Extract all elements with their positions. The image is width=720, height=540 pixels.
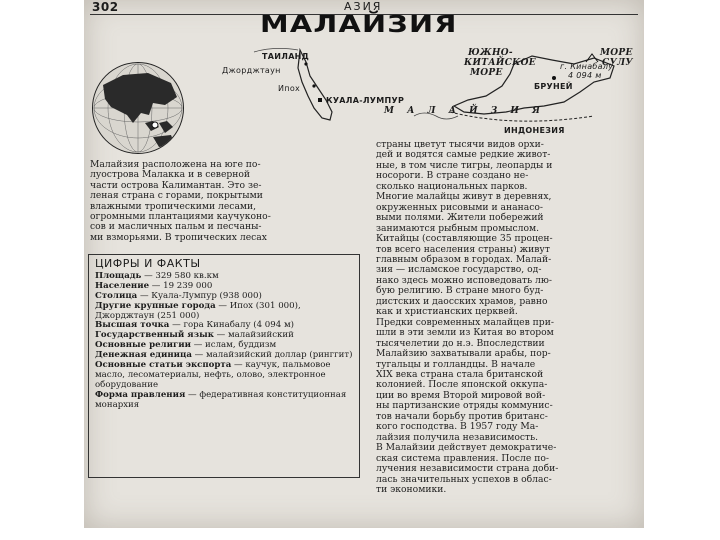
country-title: МАЛАЙЗИЯ xyxy=(260,12,458,38)
fact-label: Столица xyxy=(95,290,138,301)
fact-label: Высшая точка xyxy=(95,320,170,331)
text-line: бую религию. В стране много буд- xyxy=(376,285,544,297)
fact-value: — Ипох (301 000), Джорджтаун (251 000) xyxy=(95,300,301,321)
intro-line: ми взморьями. В тропических лесах xyxy=(90,231,267,243)
fact-label: Площадь xyxy=(95,270,142,281)
fact-label: Другие крупные города xyxy=(95,300,216,311)
fact-value: — малайзийский xyxy=(213,330,294,341)
text-line: ции во время Второй мировой вой- xyxy=(376,389,546,401)
text-line: тов всего населения страны) живут xyxy=(376,243,550,255)
intro-text xyxy=(90,160,360,243)
fact-value: — федеративная конституционная монархия xyxy=(95,389,347,410)
intro-line: луострова Малакка и в северной xyxy=(90,169,251,181)
text-line: главным образом в городах. Малай- xyxy=(376,253,552,265)
fact-value: — 329 580 кв.км xyxy=(141,270,219,281)
fact-government xyxy=(95,391,353,411)
page-number: 302 xyxy=(92,0,119,14)
text-line: Предки современных малайцев при- xyxy=(376,316,554,328)
text-line: тов начали борьбу против британс- xyxy=(376,410,548,422)
map-label-south-china-sea-1: ЮЖНО- xyxy=(468,48,513,58)
text-line: XIX века страна стала британской xyxy=(376,368,544,380)
text-line: страны цветут тысячи видов орхи- xyxy=(376,139,544,150)
fact-label: Население xyxy=(95,280,150,291)
intro-line: влажными тропическими лесами, xyxy=(90,200,257,212)
text-line: ные, в том числе тигры, леопарды и xyxy=(376,159,553,171)
map-label-george-town: Джорджтаун xyxy=(222,66,281,75)
text-line: дистских и даосских храмов, равно xyxy=(376,295,548,307)
globe-drawing xyxy=(93,63,183,153)
fact-value: — Куала-Лумпур (938 000) xyxy=(137,290,262,301)
map-label-ipoh: Ипох xyxy=(278,84,301,93)
fact-exports xyxy=(95,361,353,391)
facts-box xyxy=(88,254,360,478)
text-line: занимаются рыбным промыслом. xyxy=(376,222,540,234)
text-line: лась значительных успехов в облас- xyxy=(376,473,552,485)
text-line: тысячелетии до н.э. Впоследствии xyxy=(376,337,545,349)
text-line: кого господства. В 1957 году Ма- xyxy=(376,421,539,433)
text-line: лайзия получила независимость. xyxy=(376,431,539,443)
map-label-sulu-sea-2: СУЛУ xyxy=(602,58,633,68)
text-line: носороги. В стране создано не- xyxy=(376,170,529,182)
malaysia-map xyxy=(214,42,644,138)
map-label-south-china-sea-3: МОРЕ xyxy=(470,68,503,78)
fact-value: — малайзийский доллар (ринггит) xyxy=(191,350,353,361)
facts-title: ЦИФРЫ И ФАКТЫ xyxy=(95,257,201,270)
map-label-sulu-sea-1: МОРЕ xyxy=(600,48,633,58)
text-line: лучения независимости страна доби- xyxy=(376,463,559,475)
intro-line: леная страна с горами, покрытыми xyxy=(90,190,263,202)
intro-line: Малайзия расположена на юге по- xyxy=(90,159,261,170)
map-label-kuala-lumpur: КУАЛА-ЛУМПУР xyxy=(326,96,405,105)
text-line: как и христианских церквей. xyxy=(376,306,518,318)
text-line: Многие малайцы живут в деревнях, xyxy=(376,191,552,203)
text-line: Малайзию захватывали арабы, пор- xyxy=(376,348,551,360)
text-line: колонией. После японской оккупа- xyxy=(376,379,548,391)
intro-line: сов и масличных пальм и песчаны- xyxy=(90,221,262,233)
fact-value: — каучук, пальмовое масло, лесоматериалы, нефть, олово, электронное оборудование xyxy=(95,360,331,390)
fact-other-cities xyxy=(95,302,353,322)
map-label-kinabalu-height: 4 094 м xyxy=(568,71,602,80)
globe-locator-map xyxy=(92,62,184,154)
text-line: В Малайзии действует демократиче- xyxy=(376,442,557,454)
text-line: зия — исламское государство, од- xyxy=(376,264,542,276)
text-line: ны партизанские отряды коммунис- xyxy=(376,400,553,412)
text-line: нако здесь можно исповедовать лю- xyxy=(376,274,552,286)
text-line: окруженных рисовыми и ананасо- xyxy=(376,201,543,213)
intro-line: огромными плантациями каучуконо- xyxy=(90,211,271,223)
intro-line: части острова Калимантан. Это зе- xyxy=(90,179,262,191)
fact-label: Основные религии xyxy=(95,340,191,351)
map-label-thailand: ТАИЛАНД xyxy=(262,52,310,61)
book-page xyxy=(84,0,644,528)
map-label-brunei: БРУНЕЙ xyxy=(534,82,573,91)
text-line: Китайцы (составляющие 35 процен- xyxy=(376,233,553,245)
text-line: ти экономики. xyxy=(376,483,447,495)
fact-label: Денежная единица xyxy=(95,350,192,361)
text-line: тугальцы и голландцы. В начале xyxy=(376,358,536,370)
fact-value: — гора Кинабалу (4 094 м) xyxy=(169,320,294,331)
fact-label: Государственный язык xyxy=(95,330,214,341)
text-line: сколько национальных парков. xyxy=(376,180,528,192)
main-text xyxy=(376,140,638,495)
map-label-south-china-sea-2: КИТАЙСКОЕ xyxy=(464,58,536,68)
text-line: ская система правления. После по- xyxy=(376,452,550,464)
map-label-malaysia: М А Л А Й З И Я xyxy=(384,106,545,116)
fact-value: — ислам, буддизм xyxy=(191,340,277,351)
text-line: выми полями. Жители побережий xyxy=(376,212,544,224)
text-line: шли в эти земли из Китая во втором xyxy=(376,327,554,339)
text-line: дей и водятся самые редкие живот- xyxy=(376,149,551,161)
map-label-kinabalu: г. Кинабалу xyxy=(560,62,614,71)
fact-value: — 19 239 000 xyxy=(149,280,213,291)
section-name: АЗИЯ xyxy=(344,0,383,13)
map-label-indonesia: ИНДОНЕЗИЯ xyxy=(504,126,565,135)
fact-label: Форма правления xyxy=(95,389,186,400)
fact-label: Основные статьи экспорта xyxy=(95,360,232,371)
